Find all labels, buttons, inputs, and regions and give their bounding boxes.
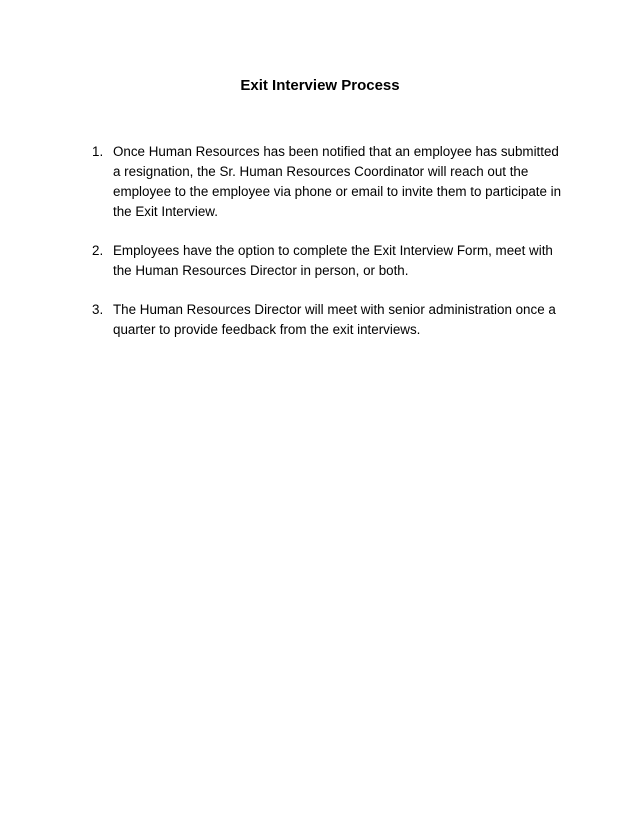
page-title: Exit Interview Process — [240, 77, 400, 94]
list-item-number: 3. — [92, 302, 104, 317]
list-item — [92, 300, 567, 340]
process-steps-list — [92, 142, 567, 359]
list-item — [92, 241, 567, 281]
list-item-number: 1. — [92, 144, 104, 159]
list-item-text: Once Human Resources has been notified that an employee has submitted a resignation, the Sr. Human Resources Coordinator will reach out the employee to the employee via phone or email to invite them to participate in the Exit Interview. — [113, 144, 562, 219]
list-item-text: Employees have the option to complete the Exit Interview Form, meet with the Human Resources Director in person, or both. — [113, 243, 553, 278]
list-item-text: The Human Resources Director will meet with senior administration once a quarter to provide feedback from the exit interviews. — [113, 302, 556, 337]
list-item — [92, 142, 567, 222]
list-item-number: 2. — [92, 243, 104, 258]
